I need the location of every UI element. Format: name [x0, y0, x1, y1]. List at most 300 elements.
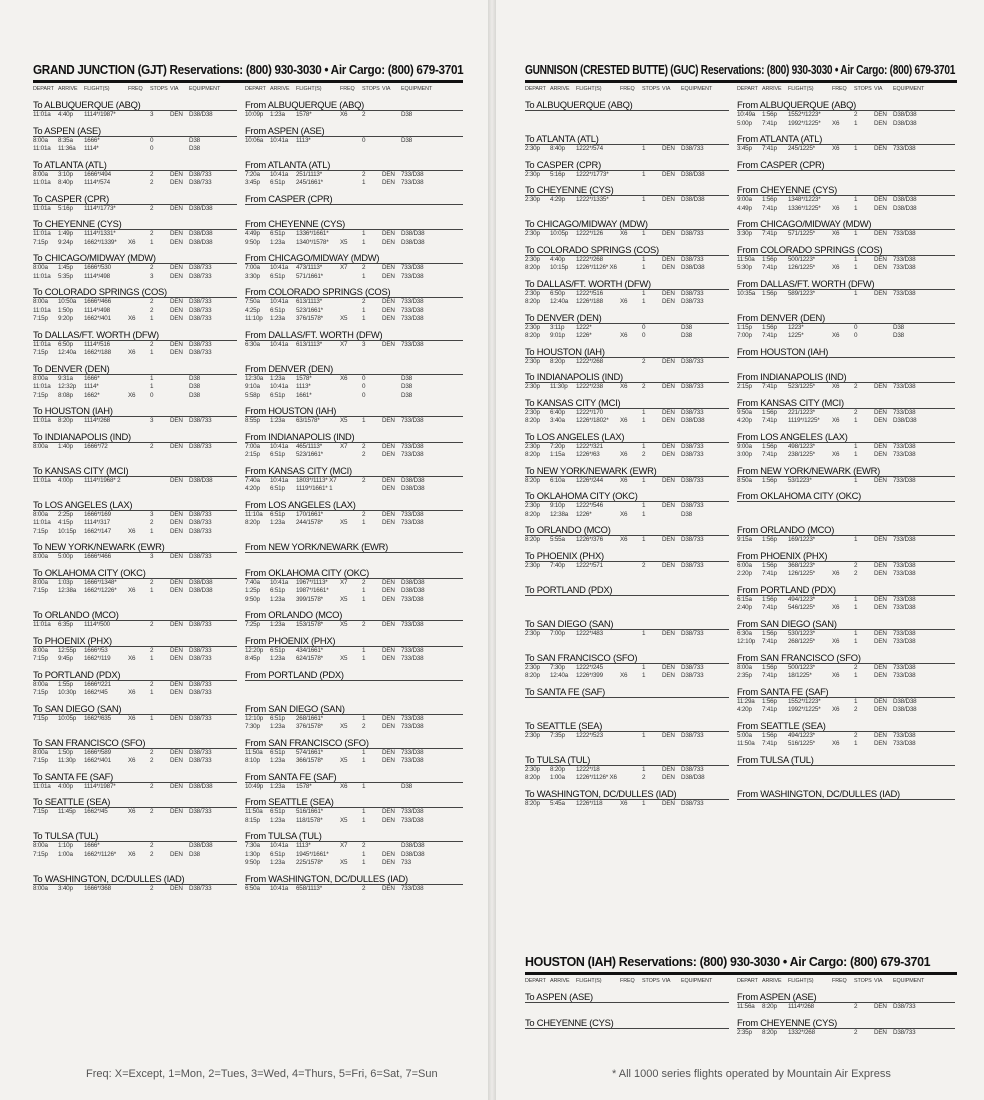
to-flights-cell: 1666* [84, 842, 100, 849]
from-stops-cell: 2 [854, 731, 858, 739]
from-stops-cell: 0 [362, 391, 366, 399]
to-flights-cell: 1222*/18 [576, 765, 600, 773]
from-stops-cell: 2 [362, 842, 366, 849]
from-arrive-cell: 8:20p [762, 1028, 777, 1036]
to-stops-cell: 2 [150, 179, 154, 186]
to-via-cell: DEN [170, 349, 183, 356]
from-stops-cell: 1 [362, 782, 366, 790]
to-equipment-cell: D38/733 [189, 646, 212, 654]
from-origin: From LOS ANGELES (LAX) [737, 430, 848, 442]
to-stops-cell: 1 [642, 502, 646, 509]
flight-row [525, 536, 957, 545]
from-depart-cell: 9:50p [245, 238, 260, 246]
to-destination: To NEW YORK/NEWARK (EWR) [33, 541, 165, 552]
to-destination: To SAN FRANCISCO (SFO) [33, 736, 146, 748]
from-stops-cell: 1 [362, 230, 366, 237]
to-depart-cell: 8:00a [33, 748, 48, 756]
to-destination: To TULSA (TUL) [33, 830, 99, 841]
route-group [33, 872, 463, 894]
from-equipment-cell: 733/D38 [893, 672, 916, 679]
from-stops-cell: 1 [854, 417, 858, 424]
to-depart-cell: 2:30p [525, 765, 540, 773]
from-stops-cell: 0 [854, 323, 858, 331]
from-equipment-cell: 733/D38 [401, 519, 424, 526]
destination-header [33, 668, 463, 681]
to-via-cell: DEN [170, 782, 183, 790]
from-via-cell: DEN [874, 119, 887, 127]
from-via-cell: DEN [382, 485, 395, 492]
to-flights-cell: 1662*/1126* [84, 850, 116, 858]
from-depart-cell: 8:15p [245, 816, 260, 824]
to-flights-cell: 1662*/401 [84, 757, 111, 764]
from-via-cell: DEN [382, 646, 395, 654]
from-equipment-cell: 733/D38 [401, 451, 424, 458]
to-arrive-cell: 12:40a [58, 349, 77, 356]
to-flights-cell: 1114*/574 [84, 179, 110, 186]
to-stops-cell: 1 [642, 510, 646, 518]
flight-row [33, 443, 463, 452]
from-equipment-cell: D38/733 [893, 1003, 916, 1010]
from-stops-header: STOPS [362, 86, 380, 92]
from-arrive-cell: 1:56p [762, 561, 777, 569]
flight-row [33, 239, 463, 248]
from-via-cell: DEN [874, 145, 887, 152]
to-arrive-cell: 1:49p [58, 230, 73, 237]
to-freq-cell: X6 [620, 672, 628, 679]
from-stops-cell: 1 [362, 587, 366, 594]
from-equipment-cell: D38/D38 [893, 196, 917, 203]
route-group [33, 770, 463, 792]
to-freq-cell: X6 [620, 476, 628, 484]
to-destination: To PHOENIX (PHX) [33, 634, 112, 646]
to-flights-cell: 1666*/589 [84, 748, 111, 756]
to-arrive-cell: 6:50p [550, 289, 565, 297]
to-stops-cell: 1 [642, 230, 646, 237]
to-depart-cell: 8:20p [525, 451, 540, 458]
to-destination: To ALBUQUERQUE (ABQ) [33, 99, 141, 110]
to-destination: To ALBUQUERQUE (ABQ) [525, 99, 633, 110]
to-stops-cell: 1 [642, 442, 646, 450]
from-depart-cell: 11:50a [245, 808, 263, 815]
to-stops-cell: 2 [150, 306, 154, 314]
to-arrive-cell: 3:11p [550, 323, 565, 331]
from-origin: From HOUSTON (IAH) [245, 405, 337, 416]
to-flights-cell: 1114*/498 [84, 306, 110, 314]
route-group [33, 285, 463, 324]
to-destination: To OKLAHOMA CITY (OKC) [525, 490, 638, 501]
from-flights-cell: 169/1223* [788, 536, 815, 543]
to-destination: To INDIANAPOLIS (IND) [525, 371, 623, 382]
to-stops-cell: 1 [642, 536, 646, 543]
to-freq-cell: X6 [128, 587, 136, 594]
to-stops-cell: 3 [150, 272, 154, 280]
from-equipment-cell: 733/D38 [893, 451, 916, 458]
route-group [33, 566, 463, 605]
to-destination: To OKLAHOMA CITY (OKC) [33, 566, 146, 578]
flight-row [525, 358, 957, 367]
from-flights-cell: 500/1223* [788, 255, 815, 263]
from-flights-cell: 1113* [296, 842, 311, 849]
from-stops-cell: 1 [854, 595, 858, 603]
from-stops-cell: 2 [362, 578, 366, 586]
to-flights-cell: 1222*/268 [576, 255, 603, 263]
from-stops-cell: 0 [362, 136, 366, 144]
to-via-cell: DEN [662, 502, 675, 509]
from-depart-cell: 9:10a [245, 383, 260, 390]
from-equipment-cell: 733/D38 [893, 629, 916, 637]
from-stops-cell: 2 [854, 570, 858, 577]
from-arrive-cell: 1:56p [762, 408, 777, 416]
from-stops-cell: 1 [362, 519, 366, 526]
from-equipment-cell: 733/D38 [401, 595, 424, 603]
to-equipment-cell: D38 [189, 145, 200, 152]
from-stops-header: STOPS [854, 86, 872, 92]
to-freq-header: FREQ [620, 86, 635, 92]
from-depart-cell: 11:50a [737, 740, 755, 747]
operator-footnote: * All 1000 series flights operated by Mountain Air Express [612, 1068, 891, 1080]
from-arrive-cell: 1:56p [762, 323, 777, 331]
from-flights-cell: 494/1223* [788, 731, 815, 739]
to-depart-cell: 11:01a [33, 111, 51, 118]
to-stops-cell: 1 [642, 731, 646, 739]
section-title: GUNNISON (CRESTED BUTTE) (GUC) Reservations: (800) 930-3030 • Air Cargo: (800) 679-3701 [525, 63, 956, 77]
from-via-header: VIA [382, 86, 391, 92]
from-via-cell: DEN [382, 655, 395, 662]
to-destination: To CASPER (CPR) [33, 192, 109, 204]
route-group [525, 345, 957, 367]
from-flights-cell: 1578* [296, 782, 312, 790]
from-origin: From CHICAGO/MIDWAY (MDW) [245, 252, 380, 263]
from-equipment-cell: 733/D38 [401, 170, 424, 178]
from-freq-cell: X7 [340, 264, 348, 271]
to-freq-cell: X6 [620, 799, 628, 807]
destination-header [33, 158, 463, 171]
from-equipment-cell: 733/D38 [893, 570, 916, 577]
to-arrive-cell: 12:55p [58, 646, 77, 654]
to-arrive-cell: 2:25p [58, 510, 73, 518]
flight-row [525, 511, 957, 520]
from-via-cell: DEN [382, 315, 395, 322]
houston-timetable [525, 955, 957, 1037]
route-group [525, 1016, 957, 1038]
from-flights-cell: 613/1113* [296, 340, 322, 348]
from-flights-cell: 516/1661* [296, 808, 323, 815]
flight-row [33, 477, 463, 486]
from-flights-cell: 1114*/268 [788, 1003, 814, 1010]
to-depart-cell: 11:01a [33, 204, 51, 212]
from-arrive-cell: 6:51p [270, 272, 285, 280]
to-via-cell: DEN [662, 383, 675, 390]
from-arrive-cell: 6:51p [270, 510, 285, 518]
to-arrive-cell: 10:05p [58, 714, 77, 722]
to-flights-cell: 1222*/1335* [576, 196, 609, 203]
flight-row [33, 205, 463, 214]
flight-row [33, 655, 463, 664]
from-stops-cell: 1 [362, 859, 366, 866]
from-depart-cell: 7:20a [245, 170, 260, 178]
to-depart-cell: 8:00a [33, 170, 48, 178]
to-flights-cell: 1666*/72 [84, 442, 108, 450]
flight-row [33, 307, 463, 316]
to-freq-cell: X6 [128, 349, 136, 356]
to-equipment-cell: D38/733 [681, 145, 704, 152]
route-group [33, 608, 463, 630]
to-arrive-cell: 1:50p [58, 748, 73, 756]
from-flights-cell: 153/1578* [296, 621, 323, 628]
from-origin: From ORLANDO (MCO) [737, 524, 835, 535]
to-stops-cell: 1 [642, 255, 646, 263]
from-arrive-cell: 7:41p [762, 706, 777, 713]
from-arrive-cell: 7:41p [762, 451, 777, 458]
route-group [33, 192, 463, 214]
from-depart-cell: 3:45p [737, 145, 752, 152]
to-via-cell: DEN [170, 510, 183, 518]
frequency-legend: Freq: X=Except, 1=Mon, 2=Tues, 3=Wed, 4=Thurs, 5=Fri, 6=Sat, 7=Sun [86, 1068, 438, 1080]
to-via-cell: DEN [662, 170, 675, 178]
to-stops-header: STOPS [150, 86, 168, 92]
from-origin: From KANSAS CITY (MCI) [737, 396, 844, 408]
to-flights-cell: 1222*/321 [576, 442, 603, 450]
to-flights-cell: 1662*/635 [84, 714, 111, 722]
destination-header [525, 523, 957, 536]
to-arrive-cell: 1:45p [58, 264, 73, 271]
to-equipment-cell: D38/733 [681, 357, 704, 365]
from-equipment-cell: 733/D38 [893, 476, 916, 484]
to-equipment-cell: D38/733 [681, 731, 704, 739]
from-flights-cell: 1225* [788, 332, 804, 339]
to-depart-cell: 2:30p [525, 663, 540, 671]
to-via-cell: DEN [662, 417, 675, 424]
from-depart-cell: 8:50a [737, 476, 752, 484]
destination-header [33, 736, 463, 749]
to-arrive-cell: 8:35a [58, 136, 73, 144]
from-arrive-header: ARRIVE [762, 86, 782, 92]
to-via-cell: DEN [662, 731, 675, 739]
to-destination: To ORLANDO (MCO) [33, 609, 119, 620]
to-stops-cell: 1 [642, 765, 646, 773]
from-arrive-cell: 7:41p [762, 264, 777, 271]
from-stops-cell: 2 [854, 383, 858, 390]
to-via-cell: DEN [170, 417, 183, 424]
to-freq-cell: X6 [620, 383, 628, 390]
from-flights-cell: 473/1113* [296, 264, 322, 271]
from-flights-cell: 244/1578* [296, 519, 323, 526]
from-origin: From CHICAGO/MIDWAY (MDW) [737, 218, 872, 229]
to-arrive-cell: 8:20p [58, 417, 73, 424]
from-freq-cell: X6 [832, 230, 840, 237]
from-arrive-cell: 6:51p [270, 179, 285, 186]
to-via-cell: DEN [662, 255, 675, 263]
to-arrive-cell: 8:20p [550, 765, 565, 773]
from-arrive-cell: 10:41a [270, 340, 289, 348]
from-via-cell: DEN [874, 289, 887, 297]
to-equipment-cell: D38/733 [681, 383, 704, 390]
from-arrive-cell: 1:56p [762, 536, 777, 543]
to-stops-cell: 1 [150, 383, 154, 390]
flight-row [33, 111, 463, 120]
to-depart-cell: 2:30p [525, 408, 540, 416]
section-title: HOUSTON (IAH) Reservations: (800) 930-3030 • Air Cargo: (800) 679-3701 [525, 955, 931, 969]
to-freq-cell: X6 [128, 527, 136, 535]
to-depart-cell: 7:15p [33, 689, 48, 696]
destination-header [33, 217, 463, 230]
route-group [525, 753, 957, 783]
from-arrive-cell: 1:56p [762, 697, 777, 705]
to-destination: To NEW YORK/NEWARK (EWR) [525, 464, 657, 476]
to-via-cell: DEN [170, 850, 183, 858]
to-equipment-cell: D38/733 [681, 255, 704, 263]
from-equipment-cell: 733/D38 [401, 757, 424, 764]
from-flights-cell: 18/1225* [788, 672, 812, 679]
from-origin: From SEATTLE (SEA) [245, 796, 334, 807]
from-flights-cell: 118/1578* [296, 816, 323, 824]
to-via-header: VIA [662, 978, 671, 984]
from-stops-cell: 1 [362, 417, 366, 424]
to-flights-cell: 1114*/498 [84, 272, 110, 280]
from-flights-cell: 399/1578* [296, 595, 323, 603]
from-arrive-cell: 1:23a [270, 595, 285, 603]
from-stops-cell: 2 [854, 706, 858, 713]
to-equipment-cell: D38/733 [189, 179, 212, 186]
from-stops-cell: 2 [362, 298, 366, 305]
to-arrive-cell: 6:50p [58, 340, 73, 348]
from-arrive-cell: 1:56p [762, 663, 777, 671]
to-destination: To ORLANDO (MCO) [525, 524, 611, 535]
flight-row [525, 1029, 957, 1038]
from-equipment-header: EQUIPMENT [401, 86, 433, 92]
destination-header [33, 285, 463, 298]
from-freq-cell: X6 [832, 740, 840, 747]
to-via-cell: DEN [170, 587, 183, 594]
to-arrive-cell: 1:55p [58, 680, 73, 688]
to-via-cell: DEN [170, 621, 183, 628]
from-flights-cell: 1348*/1223* [788, 196, 821, 203]
to-depart-cell: 11:01a [33, 306, 51, 314]
route-group [33, 736, 463, 766]
destination-header [525, 98, 957, 111]
from-freq-cell: X6 [832, 383, 840, 390]
from-origin: From TULSA (TUL) [737, 753, 814, 765]
from-depart-cell: 5:58p [245, 391, 260, 399]
route-group [33, 702, 463, 732]
to-via-cell: DEN [662, 289, 675, 297]
to-equipment-cell: D38/733 [189, 340, 212, 348]
from-arrive-cell: 10:41a [270, 476, 289, 484]
destination-header [33, 566, 463, 579]
from-origin: From CHEYENNE (CYS) [245, 218, 345, 229]
to-depart-cell: 2:30p [525, 357, 540, 365]
flight-row [33, 383, 463, 392]
flight-row [33, 273, 463, 282]
flight-row [525, 774, 957, 783]
from-freq-cell: X6 [832, 417, 840, 424]
to-depart-cell: 2:30p [525, 629, 540, 637]
to-arrive-cell: 7:40p [550, 561, 565, 569]
from-stops-cell: 2 [362, 723, 366, 730]
destination-header [525, 243, 957, 256]
flight-row [525, 409, 957, 418]
to-equipment-cell: D38/D38 [189, 238, 213, 246]
to-stops-cell: 1 [150, 315, 154, 322]
to-equipment-cell: D38/733 [189, 306, 212, 314]
from-arrive-cell: 1:56p [762, 111, 777, 118]
from-flights-cell: 268/1225* [788, 638, 815, 645]
from-origin: From CASPER (CPR) [245, 192, 333, 204]
from-equipment-cell: 733 [401, 859, 411, 866]
from-stops-cell: 1 [854, 230, 858, 237]
route-group [33, 634, 463, 664]
from-depart-cell: 3:45p [245, 179, 260, 186]
to-flights-header: FLIGHT(S) [84, 86, 110, 92]
flight-row [33, 451, 463, 460]
to-arrive-cell: 4:29p [550, 196, 565, 203]
from-origin: From DALLAS/FT. WORTH (DFW) [245, 328, 383, 340]
route-group [525, 396, 957, 426]
to-flights-cell: 1662*/1226* [84, 587, 117, 594]
destination-header [525, 132, 957, 145]
from-flights-cell: 1119*/1661* 1 [296, 485, 333, 492]
from-equipment-cell: D38/D38 [401, 850, 425, 858]
destination-header [33, 98, 463, 111]
from-arrive-cell: 7:41p [762, 638, 777, 645]
from-origin: From NEW YORK/NEWARK (EWR) [245, 541, 388, 552]
route-group [525, 549, 957, 579]
from-equipment-cell: D38/D38 [401, 476, 425, 484]
from-freq-cell: X6 [832, 145, 840, 152]
from-arrive-cell: 10:41a [270, 264, 289, 271]
to-destination: To KANSAS CITY (MCI) [33, 464, 129, 476]
to-equipment-cell: D38/733 [189, 272, 212, 280]
from-flights-cell: 221/1223* [788, 408, 815, 416]
from-origin: From PORTLAND (PDX) [245, 668, 344, 680]
from-arrive-cell: 1:23a [270, 111, 285, 118]
from-depart-cell: 8:00a [737, 663, 752, 671]
from-stops-cell: 2 [362, 476, 366, 484]
to-flights-header: FLIGHT(S) [576, 978, 602, 984]
flight-row [33, 145, 463, 154]
from-freq-cell: X5 [340, 723, 348, 730]
from-stops-cell: 1 [854, 145, 858, 152]
from-flights-cell: 1223* [788, 323, 804, 331]
from-flights-cell: 1803*/1113* X7 [296, 476, 337, 484]
from-via-cell: DEN [874, 697, 887, 705]
from-stops-cell: 1 [854, 672, 858, 679]
destination-header [33, 124, 463, 137]
to-destination: To HOUSTON (IAH) [33, 405, 113, 416]
to-arrive-cell: 1:40p [58, 442, 73, 450]
to-arrive-cell: 7:00p [550, 629, 565, 637]
flight-row [33, 757, 463, 766]
to-arrive-cell: 10:15p [58, 527, 77, 535]
flight-row [525, 332, 957, 341]
to-freq-cell: X6 [620, 298, 628, 305]
to-equipment-cell: D38 [189, 383, 200, 390]
from-via-cell: DEN [874, 255, 887, 263]
from-origin: From ASPEN (ASE) [737, 991, 817, 1002]
to-flights-cell: 1222*/571 [576, 561, 603, 569]
to-equipment-cell: D38/733 [681, 289, 704, 297]
from-via-cell: DEN [874, 740, 887, 747]
to-arrive-cell: 7:20p [550, 442, 565, 450]
from-equipment-cell: 733/D38 [893, 740, 916, 747]
to-destination: To COLORADO SPRINGS (COS) [33, 286, 167, 297]
flight-row [525, 638, 957, 647]
from-arrive-cell: 1:56p [762, 289, 777, 297]
to-via-cell: DEN [170, 689, 183, 696]
to-depart-cell: 2:30p [525, 230, 540, 237]
to-freq-cell: X6 [128, 689, 136, 696]
from-depart-cell: 7:00p [737, 332, 752, 339]
